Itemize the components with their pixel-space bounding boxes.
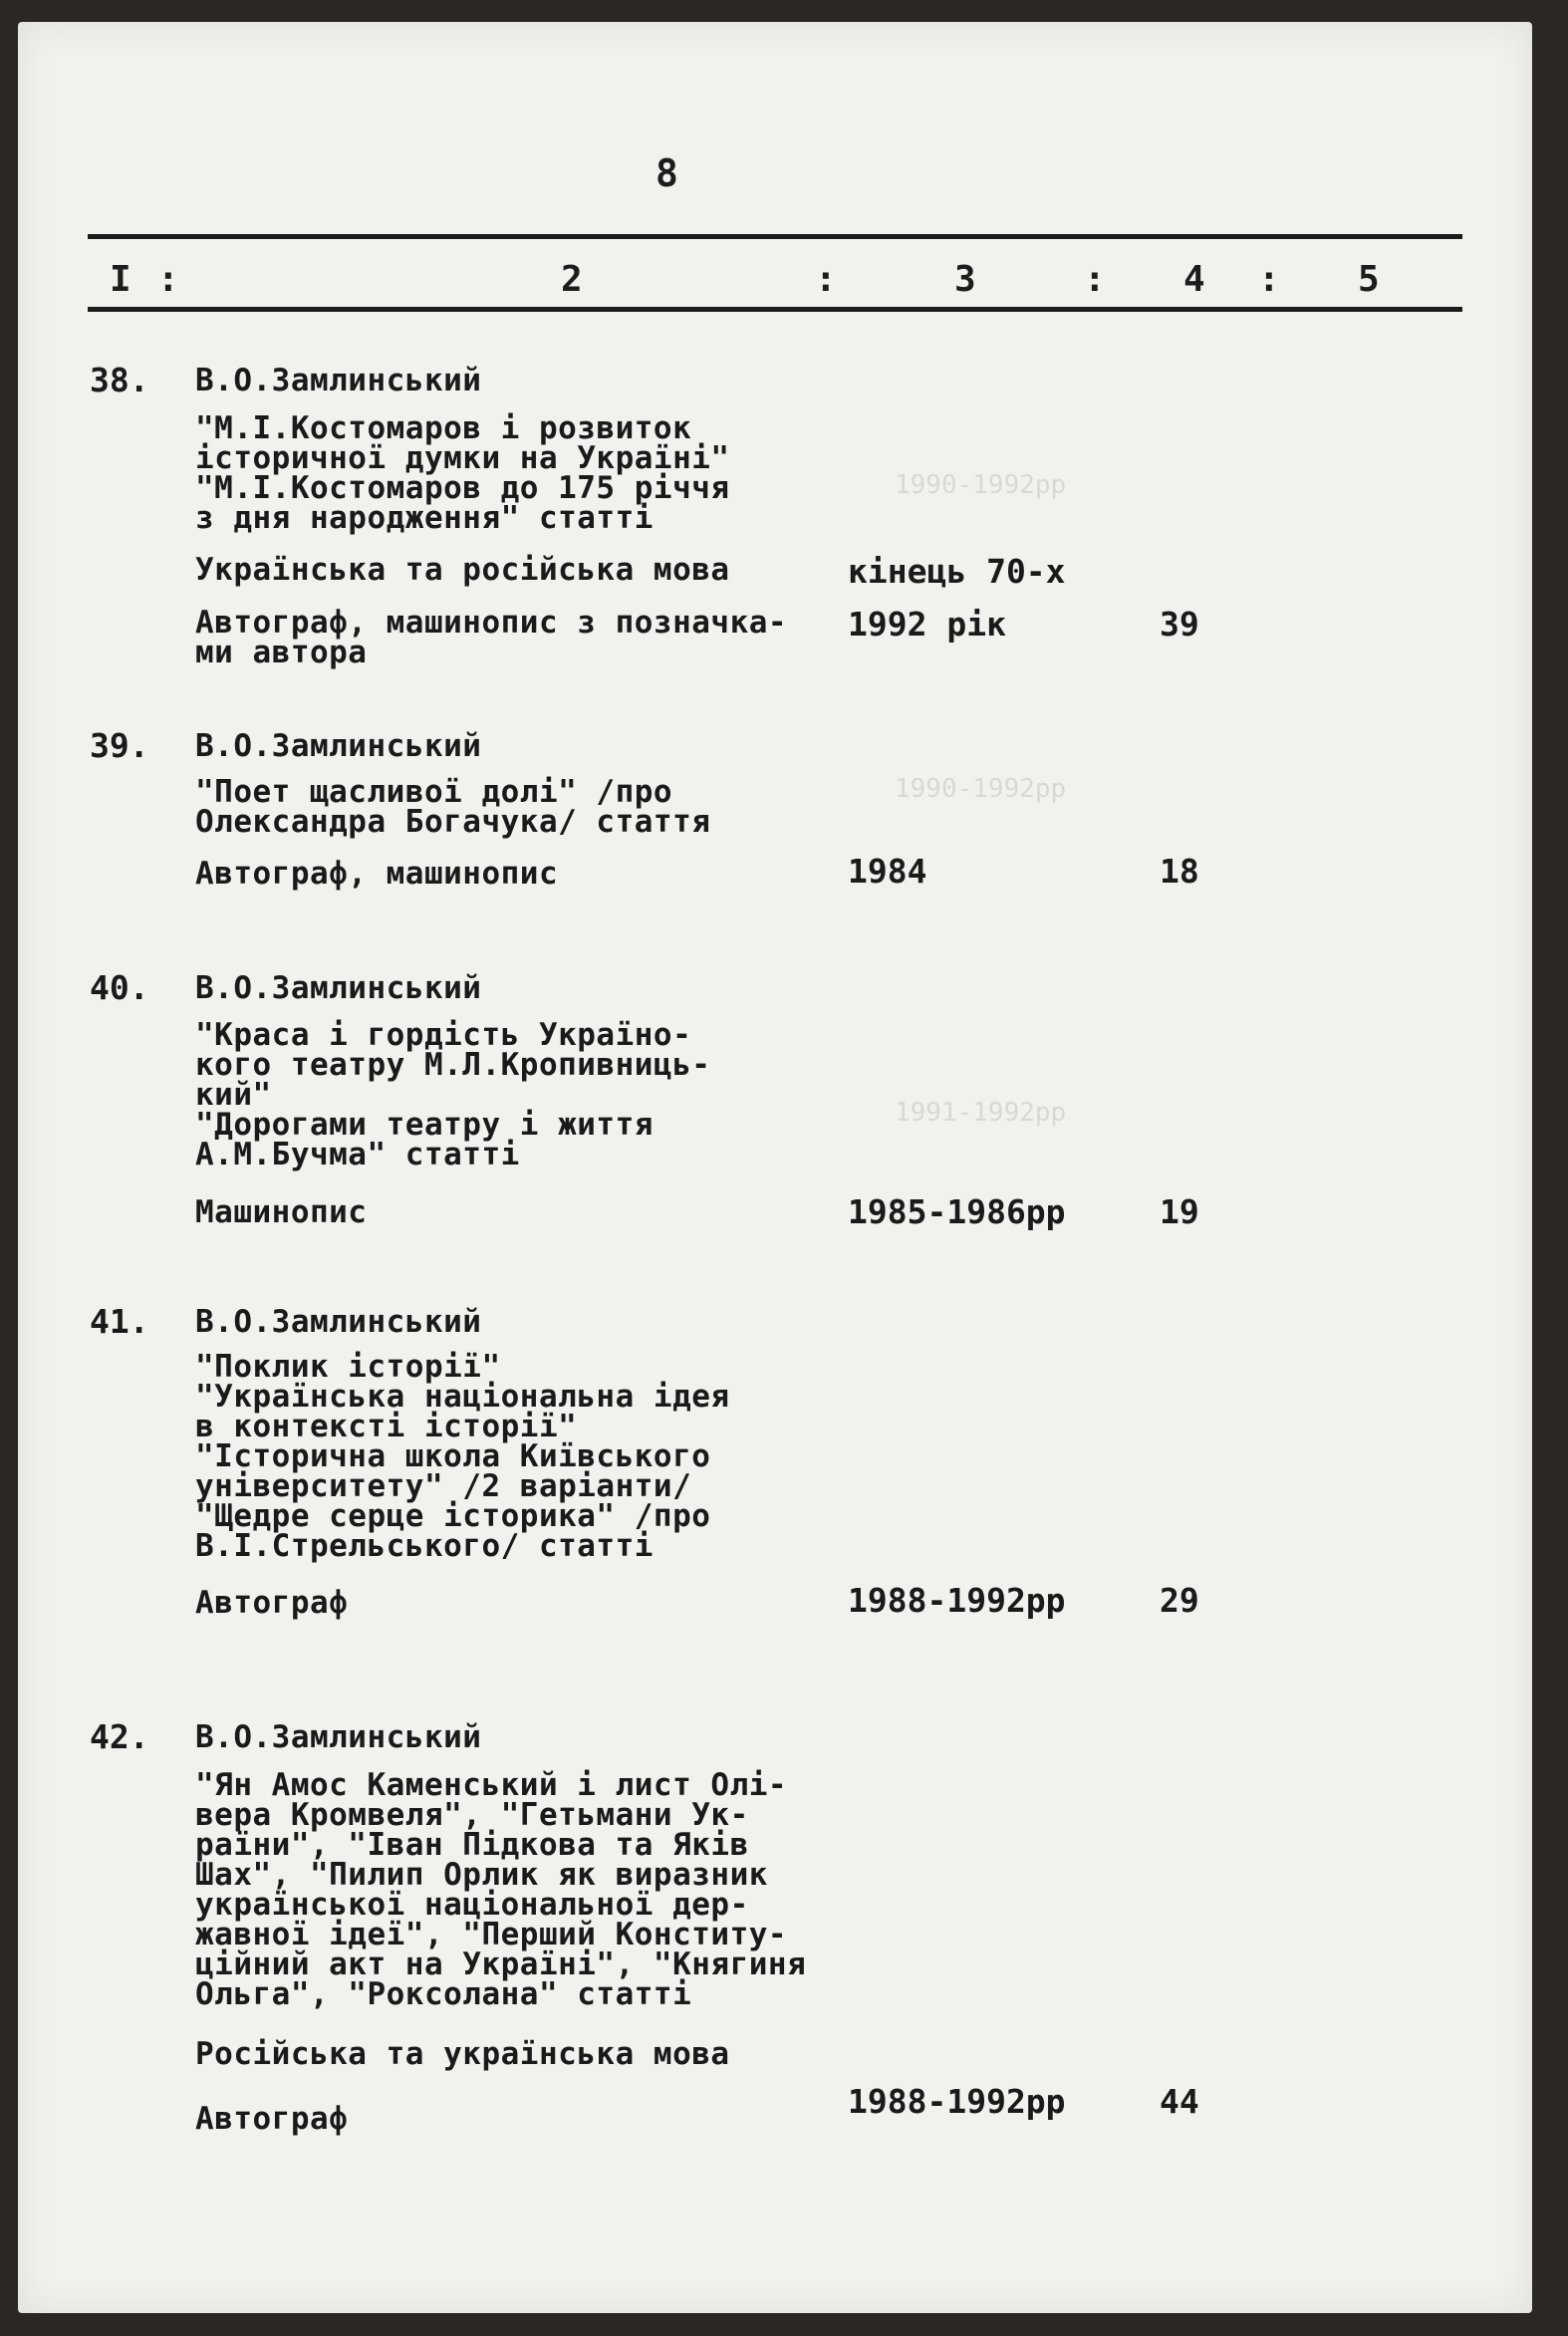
entry-title-line: історичної думки на Україні": [195, 440, 730, 476]
column-2-header: 2: [561, 259, 583, 300]
entry-title-line: "Краса і гордість Україно-: [195, 1017, 692, 1053]
entry-sheet-count: 39: [1160, 605, 1199, 644]
entry-title-line: вера Кромвеля", "Гетьмани Ук-: [195, 1797, 749, 1833]
entry-form-line: ми автора: [195, 635, 368, 670]
entry-author: В.О.Замлинський: [195, 363, 482, 398]
entry-title-line: "Українська національна ідея: [195, 1379, 730, 1415]
entry-title-line: кий": [195, 1077, 272, 1113]
entry-language: Російська та українська мова: [195, 2036, 730, 2072]
entry-title-line: "М.І.Костомаров до 175 річчя: [195, 470, 730, 506]
entry-author: В.О.Замлинський: [195, 728, 482, 764]
entry-author: В.О.Замлинський: [195, 1719, 482, 1755]
entry-author: В.О.Замлинський: [195, 970, 482, 1006]
entry-title-line: "Поклик історії": [195, 1349, 501, 1385]
entry-date: 1992 рік: [848, 605, 1006, 644]
column-3-header: 3: [954, 259, 976, 300]
entry-title-line: "Історична школа Київського: [195, 1438, 711, 1474]
entry-sheet-count: 19: [1160, 1192, 1199, 1231]
entry-form: Автограф: [195, 1585, 349, 1621]
entry-date: 1985-1986рр: [848, 1192, 1066, 1231]
column-separator: :: [1258, 259, 1280, 300]
entry-title-line: Олександра Богачука/ стаття: [195, 804, 711, 840]
entry-title-line: з дня народження" статті: [195, 500, 653, 536]
entry-title-line: Шах", "Пилип Орлик як виразник: [195, 1857, 768, 1893]
column-1-header: I: [110, 259, 131, 300]
header-top-rule: [88, 234, 1462, 239]
entry-language: Українська та російська мова: [195, 552, 730, 588]
entry-title-line: жавної ідеї", "Перший Конститу-: [195, 1917, 788, 1952]
column-separator: :: [815, 259, 837, 300]
header-bottom-rule: [88, 307, 1462, 312]
bleed-through-text: 1990-1992рр: [895, 470, 1067, 500]
column-separator: :: [1084, 259, 1106, 300]
entry-form: Автограф, машинопис: [195, 856, 559, 892]
entry-date: 1984: [848, 852, 927, 891]
entry-title-line: Ольга", "Роксолана" статті: [195, 1976, 692, 2012]
document-page: [18, 22, 1532, 2313]
page-number: 8: [655, 151, 678, 195]
entry-number: 38.: [90, 361, 149, 399]
entry-title-line: В.І.Стрельського/ статті: [195, 1528, 653, 1564]
entry-title-line: "Поет щасливої долі" /про: [195, 774, 673, 810]
entry-author: В.О.Замлинський: [195, 1304, 482, 1340]
entry-sheet-count: 29: [1160, 1581, 1199, 1620]
entry-number: 41.: [90, 1302, 149, 1341]
entry-title-line: А.М.Бучма" статті: [195, 1137, 520, 1172]
entry-form: Машинопис: [195, 1194, 368, 1230]
entry-title-line: раїни", "Іван Підкова та Яків: [195, 1827, 749, 1863]
entry-title-line: ційний акт на Україні", "Княгиня: [195, 1947, 807, 1982]
entry-number: 42.: [90, 1717, 149, 1756]
entry-number: 39.: [90, 726, 149, 765]
entry-date: кінець 70-х: [848, 552, 1066, 591]
column-5-header: 5: [1358, 259, 1380, 300]
bleed-through-text: 1990-1992рр: [895, 774, 1067, 804]
column-separator: :: [157, 259, 179, 300]
entry-title-line: в контексті історії": [195, 1409, 578, 1444]
entry-form: Автограф: [195, 2101, 349, 2137]
entry-date: 1988-1992рр: [848, 2082, 1066, 2121]
entry-title-line: "М.І.Костомаров і розвиток: [195, 410, 692, 446]
entry-sheet-count: 18: [1160, 852, 1199, 891]
entry-title-line: "Щедре серце історика" /про: [195, 1498, 711, 1534]
entry-title-line: української національної дер-: [195, 1887, 749, 1923]
entry-sheet-count: 44: [1160, 2082, 1199, 2121]
entry-title-line: "Ян Амос Каменський і лист Олі-: [195, 1767, 788, 1803]
bleed-through-text: 1991-1992рр: [895, 1098, 1067, 1128]
entry-date: 1988-1992рр: [848, 1581, 1066, 1620]
entry-form-line: Автограф, машинопис з позначка-: [195, 605, 788, 641]
entry-number: 40.: [90, 968, 149, 1007]
column-4-header: 4: [1183, 259, 1205, 300]
entry-title-line: "Дорогами театру і життя: [195, 1107, 653, 1143]
entry-title-line: кого театру М.Л.Кропивниць-: [195, 1047, 711, 1083]
entry-title-line: університету" /2 варіанти/: [195, 1468, 692, 1504]
